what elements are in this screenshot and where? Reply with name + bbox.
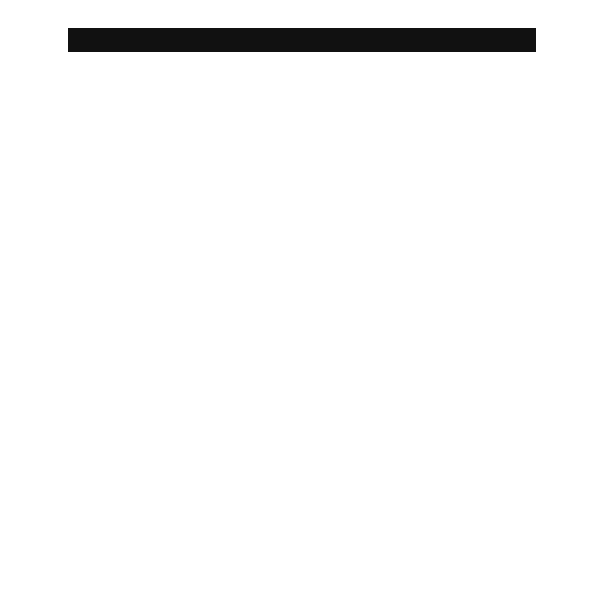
tribal-block-border-icon bbox=[68, 570, 536, 600]
tribal-diamond-border-icon bbox=[68, 28, 536, 52]
